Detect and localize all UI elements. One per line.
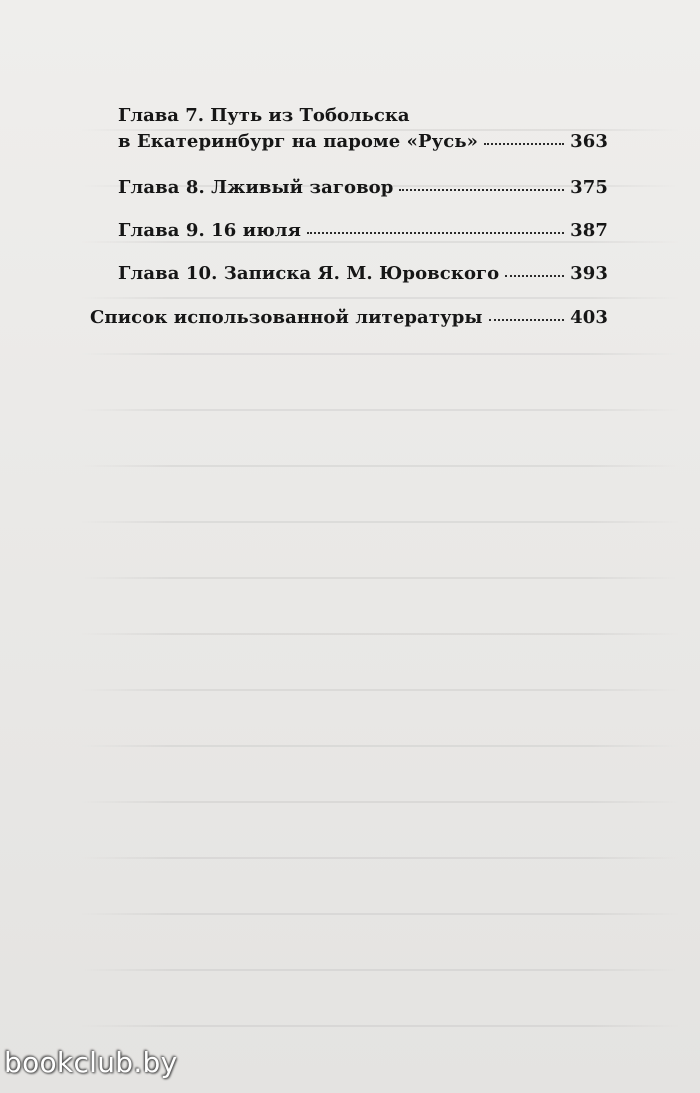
- toc-entry-bibliography: [90, 306, 608, 330]
- toc-entry-title: Глава 10. Записка Я. М. Юровского: [118, 263, 500, 284]
- toc-entry: [118, 130, 608, 154]
- toc-entry-title: Список использованной литературы: [90, 307, 483, 328]
- toc-entry-title-line1: Глава 7. Путь из Тобольска: [118, 105, 410, 126]
- toc-entry: [118, 176, 608, 200]
- toc-entry-page: 393: [570, 263, 608, 284]
- leader-dots: [307, 228, 564, 234]
- leader-dots: [484, 139, 564, 145]
- toc-entry: [118, 262, 608, 286]
- toc-entry-title: в Екатеринбург на пароме «Русь»: [118, 131, 479, 152]
- toc-entry-title: Глава 8. Лживый заговор: [118, 177, 394, 198]
- watermark-logo: bookclub.by: [4, 1046, 178, 1079]
- toc-entry-page: 375: [570, 177, 608, 198]
- leader-dots: [489, 315, 565, 321]
- toc-entry-page: 363: [570, 131, 608, 152]
- leader-dots: [505, 271, 564, 277]
- toc-entry-title: Глава 9. 16 июля: [118, 220, 301, 241]
- toc-entry-page: 387: [570, 220, 608, 241]
- toc-entry-page: 403: [570, 307, 608, 328]
- toc-entry: [118, 219, 608, 243]
- leader-dots: [399, 185, 564, 191]
